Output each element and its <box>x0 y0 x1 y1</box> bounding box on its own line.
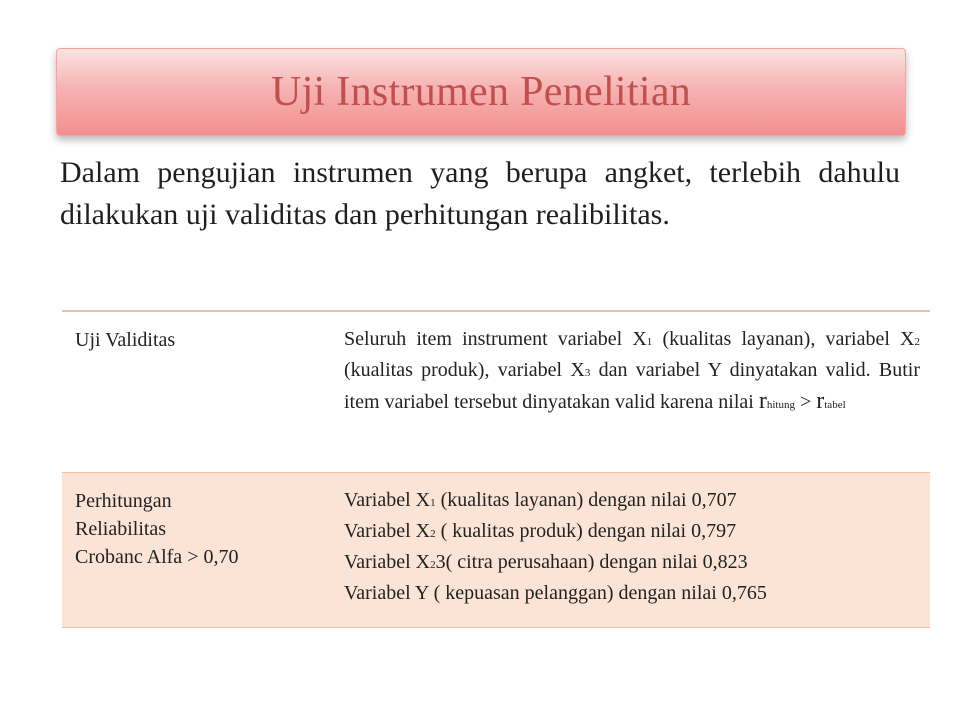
slide-title: Uji Instrumen Penelitian <box>270 69 692 115</box>
greater-than: > <box>794 391 817 413</box>
validity-description <box>332 312 930 472</box>
r-hitung-symbol: r <box>758 388 767 414</box>
reliability-label-line-2: Reliabilitas <box>75 518 167 540</box>
validity-label: Uji Validitas <box>75 329 176 351</box>
r-tabel-subscript: tabel <box>824 399 846 411</box>
table-row-validity <box>62 312 930 473</box>
r-hitung-subscript: hitung <box>766 399 795 411</box>
subscript-3: 3 <box>584 367 591 379</box>
reliability-label <box>62 473 332 627</box>
validity-text-1: Seluruh item instrument variabel X <box>344 328 647 350</box>
validity-text-3: (kualitas produk), variabel X <box>344 359 585 381</box>
reliability-line-y: Variabel Y ( kepuasan pelanggan) dengan nilai 0,765 <box>344 582 767 604</box>
reliability-line-x2: Variabel X2 ( kualitas produk) dengan nilai 0,797 <box>344 520 737 542</box>
reliability-values <box>332 473 930 627</box>
subscript-2: 2 <box>914 336 920 348</box>
validity-text-4: dan variabel Y dinyatakan valid. Butir item variabel tersebut dinyatakan valid karena nilai <box>344 359 920 413</box>
intro-paragraph: Dalam pengujian instrumen yang berupa angket, terlebih dahulu dilakukan uji validitas dan perhitungan realibilitas. <box>60 156 900 231</box>
reliability-line-x1: Variabel X1 (kualitas layanan) dengan nilai 0,707 <box>344 489 737 511</box>
r-tabel-symbol: r <box>816 388 825 414</box>
title-banner <box>56 48 906 136</box>
reliability-label-line-1: Perhitungan <box>75 490 172 512</box>
results-table <box>62 310 930 628</box>
validity-text-2: (kualitas layanan), variabel X <box>652 328 915 350</box>
reliability-label-line-3: Crobanc Alfa > 0,70 <box>75 546 239 568</box>
table-row-reliability <box>62 473 930 628</box>
subscript-1: 1 <box>646 336 653 348</box>
reliability-line-x3: Variabel X23( citra perusahaan) dengan nilai 0,823 <box>344 551 748 573</box>
